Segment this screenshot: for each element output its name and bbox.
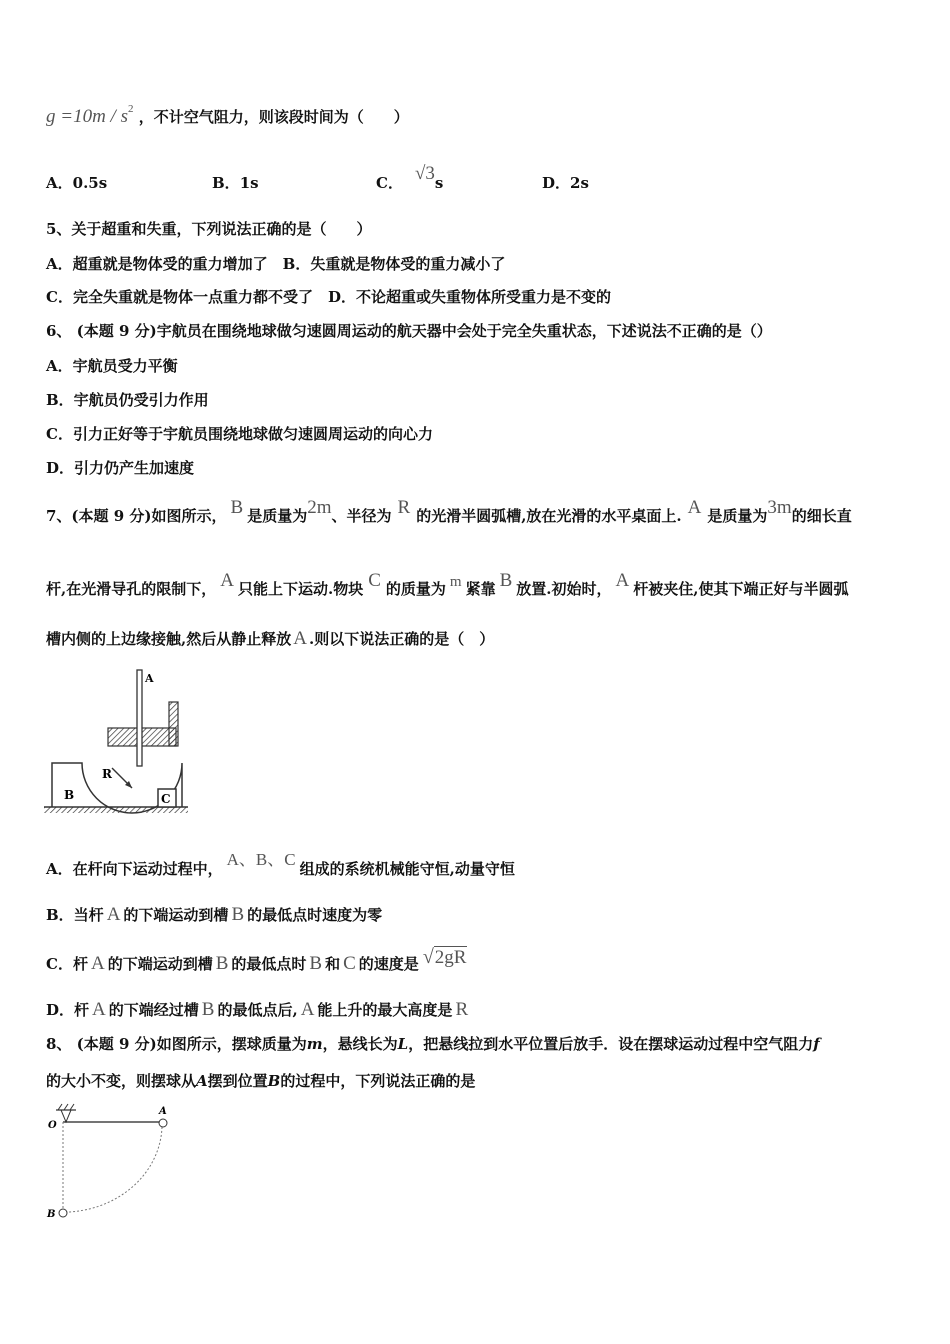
q7-option-c[interactable]: C．杆 A 的下端运动到槽 B 的最低点时 B 和 C 的速度是 √2gR xyxy=(46,946,467,974)
g-formula: g =10m / s xyxy=(46,106,128,127)
rod-a xyxy=(137,670,142,766)
label-a: A xyxy=(159,1106,167,1117)
q8-stem-line-2: 的大小不变，则摆球从A摆到位置B的过程中，下列说法正确的是 xyxy=(46,1072,476,1090)
guide-wall xyxy=(169,702,178,746)
pivot-mount xyxy=(61,1110,71,1122)
q5-stem: 5、关于超重和失重，下列说法正确的是（ ） xyxy=(46,220,372,238)
ceiling-hatch-3 xyxy=(70,1104,74,1110)
q7-stem-line-3: 槽内侧的上边缘接触,然后从静止释放 A .则以下说法正确的是（ ） xyxy=(46,628,495,649)
ceiling-hatch-1 xyxy=(58,1104,62,1110)
label-a: A xyxy=(145,672,154,685)
g-formula-exponent: 2 xyxy=(127,103,134,115)
q7-stem-line-1: 7、(本题 9 分)如图所示， B 是质量为2m、半径为 R 的光滑半圆弧槽,放在光滑的水平桌面上. A 是质量为3m的细长直 xyxy=(46,497,852,525)
q4-stem-tail xyxy=(46,103,409,130)
ceiling-hatch-2 xyxy=(64,1104,68,1110)
q5-options-row-2[interactable]: C．完全失重就是物体一点重力都不受了 D．不论超重或失重物体所受重力是不变的 xyxy=(46,288,611,306)
label-b: B xyxy=(64,788,75,802)
ball-position-b xyxy=(59,1209,67,1217)
swing-arc-dashed xyxy=(68,1127,162,1212)
q7-stem-line-2: 杆,在光滑导孔的限制下， A 只能上下运动.物块 C 的质量为 m 紧靠 B 放置.初始时， A 杆被夹住,使其下端正好与半圆弧 xyxy=(46,570,849,598)
q5-options-row-1[interactable]: A．超重就是物体受的重力增加了 B．失重就是物体受的重力减小了 xyxy=(46,255,506,273)
q4-option-a[interactable]: A．0.5s xyxy=(46,174,108,192)
q4-option-b[interactable]: B．1s xyxy=(212,174,259,192)
q4-option-c[interactable]: C． √3s xyxy=(376,163,444,192)
label-o: O xyxy=(48,1120,57,1131)
sqrt-2gr-formula: √2gR xyxy=(422,946,467,968)
q7-figure xyxy=(44,666,190,816)
q6-stem: 6、 (本题 9 分)宇航员在围绕地球做匀速圆周运动的航天器中会处于完全失重状态，下述说法不正确的是（） xyxy=(46,322,772,340)
label-r: R xyxy=(102,767,112,781)
q7-option-b[interactable]: B．当杆 A 的下端运动到槽 B 的最低点时速度为零 xyxy=(46,904,383,925)
q6-option-a[interactable]: A．宇航员受力平衡 xyxy=(46,357,178,375)
label-c: C xyxy=(161,792,171,806)
q7-option-d[interactable]: D．杆 A 的下端经过槽 B 的最低点后, A 能上升的最大高度是 R xyxy=(46,999,469,1020)
q8-stem-line-1: 8、 (本题 9 分)如图所示，摆球质量为m，悬线长为L，把悬线拉到水平位置后放手．设在摆球运动过程中空气阻力f xyxy=(46,1035,820,1053)
q4-tail-text: ，不计空气阻力，则该段时间为（ ） xyxy=(138,108,409,126)
q6-option-d[interactable]: D．引力仍产生加速度 xyxy=(46,459,195,477)
q6-option-c[interactable]: C．引力正好等于宇航员围绕地球做匀速圆周运动的向心力 xyxy=(46,425,433,443)
q4-option-d[interactable]: D．2s xyxy=(542,174,589,192)
sqrt3-formula: √3 xyxy=(414,163,435,184)
ball-position-a xyxy=(159,1119,167,1127)
q6-option-b[interactable]: B．宇航员仍受引力作用 xyxy=(46,391,209,409)
label-b: B xyxy=(47,1209,56,1220)
q8-pendulum-figure xyxy=(44,1100,176,1222)
q7-option-a[interactable]: A．在杆向下运动过程中， A、B、C 组成的系统机械能守恒,动量守恒 xyxy=(46,850,515,878)
